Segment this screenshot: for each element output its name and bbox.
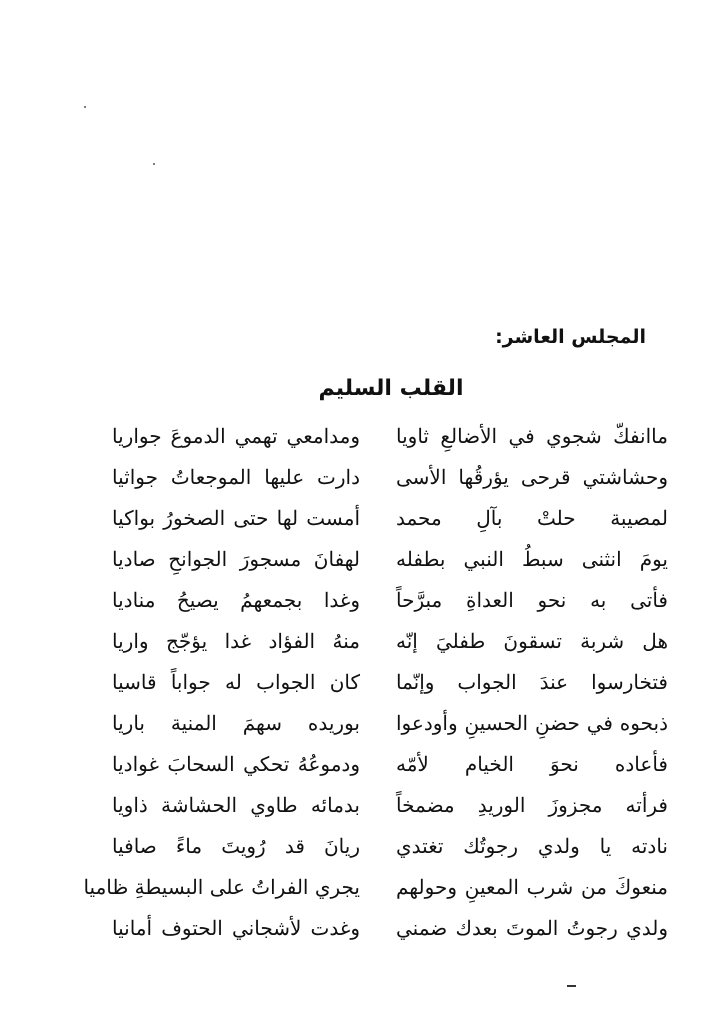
verse-line [0, 826, 722, 866]
section-heading: المجلس العاشر: [495, 326, 646, 348]
verse-first-hemistich: ولدي رجوتُ الموتَ بعدك ضمني [396, 916, 668, 940]
verse-line [0, 416, 722, 456]
verse-first-hemistich: فأتى به نحو العداةِ مبرَّحاً [396, 588, 668, 612]
verse-line [0, 457, 722, 497]
verse-first-hemistich: لمصيبة حلتْ بآلِ محمد [396, 506, 668, 530]
verse-second-hemistich: وغدت لأشجاني الحتوف أمانيا [112, 916, 360, 940]
verse-second-hemistich: ريانَ قد رُويتَ ماءً صافيا [112, 834, 360, 858]
verse-second-hemistich: منهُ الفؤاد غدا يؤجّج واريا [112, 629, 360, 653]
verse-second-hemistich: وغدا بجمعهمُ يصيحُ مناديا [112, 588, 360, 612]
verse-line [0, 662, 722, 702]
verse-first-hemistich: وحشاشتي قرحى يؤرقُها الأسى [396, 465, 668, 489]
verse-line [0, 785, 722, 825]
verse-line [0, 498, 722, 538]
verse-line [0, 621, 722, 661]
verse-first-hemistich: ماانفكّ شجوي في الأضالعِ ثاويا [396, 424, 668, 448]
verse-first-hemistich: فتخارسوا عندَ الجواب وإنّما [396, 670, 668, 694]
verse-first-hemistich: نادته يا ولدي رجوتُك تغتدي [396, 834, 668, 858]
verse-first-hemistich: فرأته مجزوزَ الوريدِ مضمخاً [396, 793, 668, 817]
verse-first-hemistich: فأعاده نحوَ الخيام لأمّه [396, 752, 668, 776]
verse-line [0, 908, 722, 948]
verse-line [0, 580, 722, 620]
page-speck [153, 163, 155, 165]
page-speck [84, 106, 86, 108]
verse-first-hemistich: ذبحوه في حضنِ الحسينِ وأودعوا [396, 711, 668, 735]
page-tick-mark [567, 985, 576, 987]
verse-second-hemistich: ومدامعي تهمي الدموعَ جواريا [112, 424, 360, 448]
verse-first-hemistich: هل شربة تسقونَ طفليَ إنّه [396, 629, 668, 653]
verse-line [0, 703, 722, 743]
verse-second-hemistich: ودموعُهُ تحكي السحابَ غواديا [112, 752, 360, 776]
verse-second-hemistich: أمست لها حتى الصخورُ بواكيا [112, 506, 360, 530]
verse-second-hemistich: بوريده سهمَ المنية باريا [112, 711, 360, 735]
verse-second-hemistich: يجري الفراتُ على البسيطةِ ظاميا [83, 875, 360, 899]
verse-first-hemistich: منعوكَ من شرب المعينِ وحولهم [396, 875, 668, 899]
verse-second-hemistich: لهفانَ مسجورَ الجوانحِ صاديا [112, 547, 360, 571]
verse-first-hemistich: يومَ انثنى سبطُ النبي بطفله [396, 547, 668, 571]
verse-second-hemistich: كان الجواب له جواباً قاسيا [112, 670, 360, 694]
poem-title: القلب السليم [318, 376, 464, 401]
verse-line [0, 867, 722, 907]
verse-line [0, 539, 722, 579]
verse-line [0, 744, 722, 784]
verse-second-hemistich: بدمائه طاوي الحشاشة ذاويا [112, 793, 360, 817]
verse-second-hemistich: دارت عليها الموجعاتُ جواثيا [112, 465, 360, 489]
